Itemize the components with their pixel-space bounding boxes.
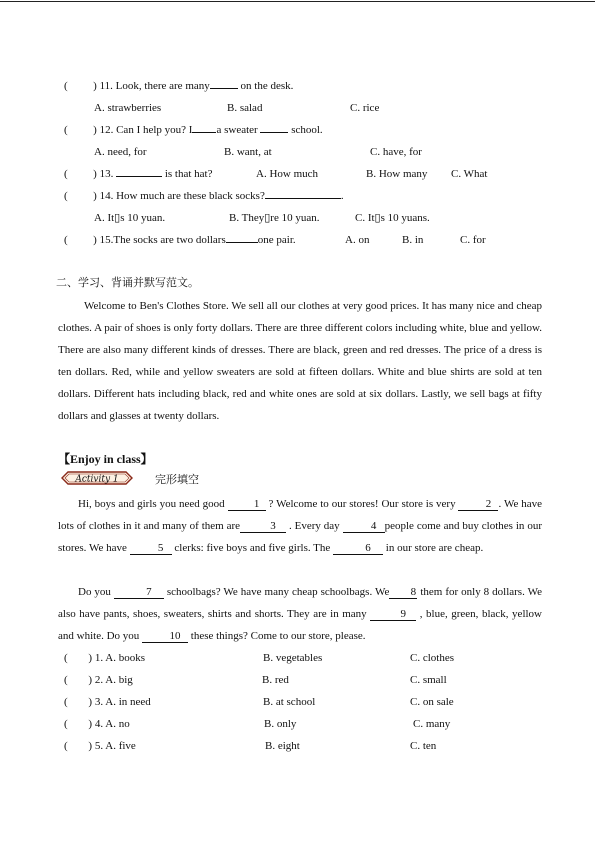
answer-blank[interactable] [265,198,341,199]
enjoy-heading: 【Enjoy in class】 [58,452,153,466]
open-paren: ( [64,168,68,180]
question-text-end: one pair. [257,234,296,246]
answer-blank[interactable] [210,88,238,89]
option-b[interactable]: B. salad [227,102,263,114]
option-b[interactable]: B. in [402,234,424,246]
cloze-paragraph-2: Do you 7 schoolbags? We have many cheap schoolbags. We 8 them for only 8 dollars. We also have pants, shoes, sweaters, shirts and shorts. They are in many 9 , blue, green, black, yellow and white. Do you 10 these things? Come to our store, please. [58,586,542,642]
blank-1[interactable]: 1 [228,498,266,511]
option-c[interactable]: C. ten [410,740,437,752]
option-a[interactable]: A. It▯s 10 yuan. [94,212,166,224]
question-text: 15.The socks are two dollars [99,234,226,246]
question-text: 14. How much are these black socks? [99,190,265,202]
option-a[interactable]: A. need, for [94,146,147,158]
option-b[interactable]: B. vegetables [263,652,323,664]
option-a[interactable]: A. on [345,234,370,246]
blank-2[interactable]: 2 [458,498,498,511]
cloze-question-3: ( ) 3. A. in need [64,696,151,708]
cloze-question-1: ( ) 1. A. books [64,652,145,664]
cloze-question-2: ( ) 2. A. big [64,674,133,686]
option-a[interactable]: A. five [105,740,136,752]
question-text-end: on the desk. [240,80,294,92]
blank-6[interactable]: 6 [333,542,383,555]
blank-9[interactable]: 9 [370,608,416,621]
option-c[interactable]: C. clothes [410,652,454,664]
blank-3[interactable]: 3 [240,520,286,533]
option-c[interactable]: C. What [451,168,488,180]
option-c[interactable]: C. for [460,234,486,246]
option-a[interactable]: A. strawberries [94,102,162,114]
question-15 [64,233,296,247]
option-b[interactable]: B. eight [265,740,300,752]
task-title: 完形填空 [155,473,199,486]
page-top-border [0,1,595,2]
question-text-end: school. [291,124,323,136]
question-13 [64,167,213,181]
question-text: 11. Look, there are many [99,80,210,92]
blank-7[interactable]: 7 [114,586,164,599]
answer-blank[interactable] [116,176,162,177]
option-c[interactable]: C. have, for [370,146,422,158]
open-paren: ( [64,80,68,92]
blank-10[interactable]: 10 [142,630,188,643]
close-paren: ) [93,234,97,246]
question-text-end: . [340,190,344,202]
option-b[interactable]: B. How many [366,168,428,180]
blank-5[interactable]: 5 [130,542,172,555]
option-c[interactable]: C. on sale [410,696,454,708]
close-paren: ) [93,190,97,202]
cloze-question-4: ( ) 4. A. no [64,718,130,730]
question-text-mid: a sweater [216,124,258,136]
option-a[interactable]: A. books [105,652,145,664]
option-a[interactable]: A. no [105,718,130,730]
close-paren: ) [93,80,97,92]
activity-badge-label: Activity 1 [75,474,119,485]
option-b[interactable]: B. They▯re 10 yuan. [229,212,320,224]
activity-badge [60,469,134,487]
question-14 [64,189,344,203]
cloze-question-5: ( ) 5. A. five [64,740,136,752]
blank-4[interactable]: 4 [343,520,385,533]
answer-blank-2[interactable] [260,132,288,133]
open-paren: ( [64,190,68,202]
option-a[interactable]: A. in need [105,696,151,708]
question-text-end: is that hat? [164,168,213,180]
section-2-heading: 二、学习、背诵并默写范文。 [56,276,199,289]
cloze-paragraph-1: Hi, boys and girls you need good 1 ? Welcome to our stores! Our store is very 2 . We have lots of clothes in it and many of them are 3 . Every day 4 people come and buy clothes in our stores. We have 5 clerks: five boys and five girls. The 6 in our store are cheap. [58,498,543,554]
option-c[interactable]: C. rice [350,102,380,114]
option-c[interactable]: C. It▯s 10 yuans. [355,212,430,224]
question-text: 12. Can I help you? I [99,124,193,136]
option-b[interactable]: B. at school [263,696,316,708]
answer-blank[interactable] [226,242,258,243]
open-paren: ( [64,234,68,246]
option-b[interactable]: B. only [264,718,297,730]
close-paren: ) [93,168,97,180]
question-12 [64,123,323,137]
question-11 [64,79,293,93]
blank-8[interactable]: 8 [389,586,417,599]
close-paren: ) [93,124,97,136]
model-essay: Welcome to Ben's Clothes Store. We sell all our clothes at very good prices. It has many nice and cheap clothes. A pair of shoes is only forty dollars. There are three different colors including white, blue and yellow. There are also many different kinds of dresses. There are black, green and red dresses. The price of a dress is ten dollars. Red, while and yellow sweaters are sold at fifteen dollars. White and blue shirts are sold at ten dollars. Different hats including black, red and white ones are sold at six dollars. Lastly, we sell bags at fifty dollars and glasses at twenty dollars. [58,300,542,422]
open-paren: ( [64,124,68,136]
option-b[interactable]: B. red [262,674,289,686]
answer-blank[interactable] [192,132,216,133]
option-c[interactable]: C. many [413,718,451,730]
option-c[interactable]: C. small [410,674,447,686]
option-a[interactable]: A. How much [256,168,319,180]
question-text: 13. [99,168,114,180]
option-a[interactable]: A. big [105,674,133,686]
option-b[interactable]: B. want, at [224,146,272,158]
